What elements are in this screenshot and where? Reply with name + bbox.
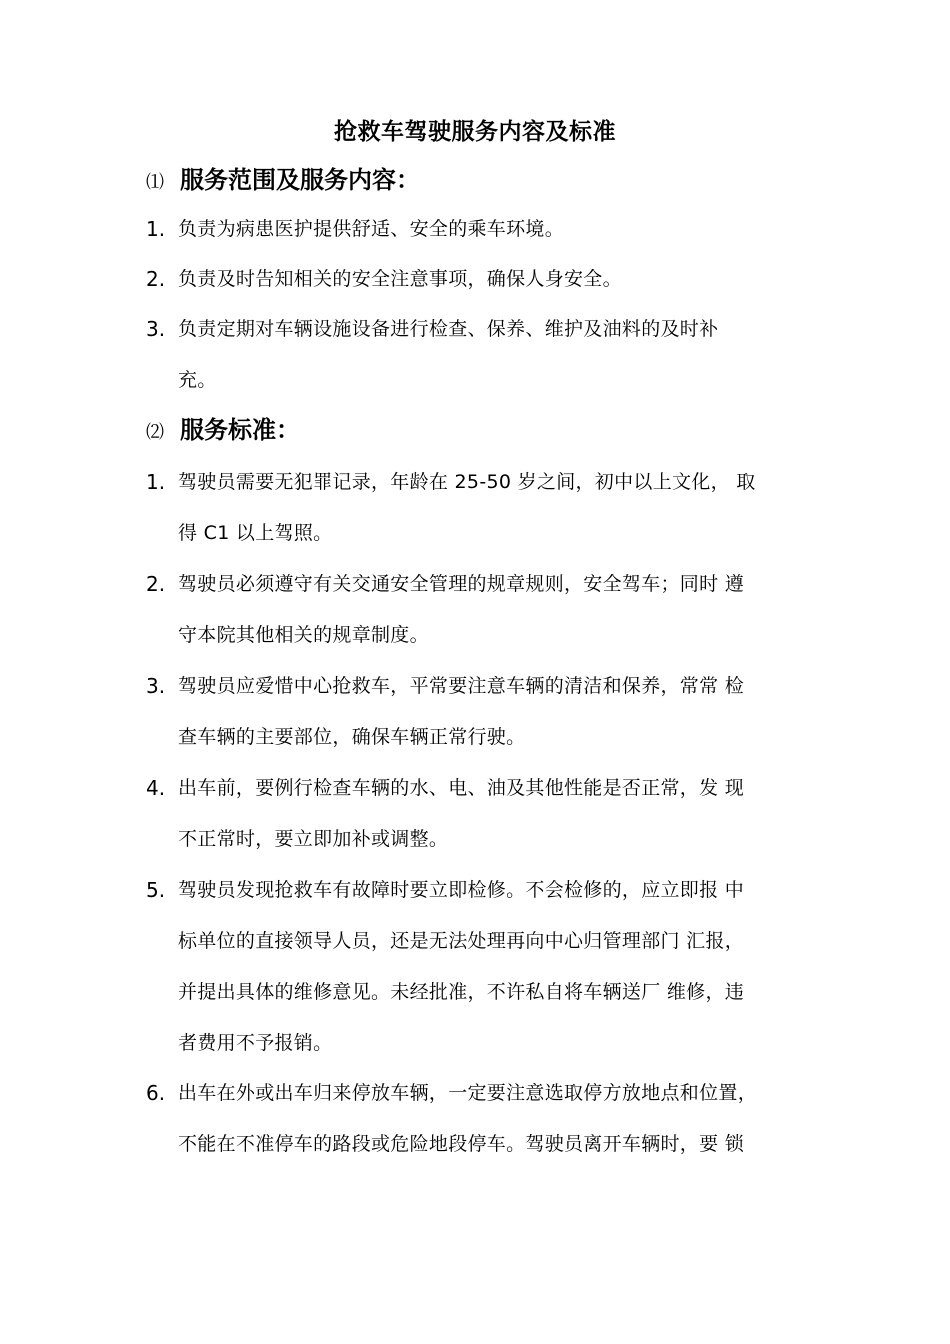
list-item-text: 驾驶员应爱惜中心抢救车，平常要注意车辆的清洁和保养，常常 检 [178,675,745,697]
section-marker: ⑵ [146,422,164,443]
list-item-text: 者费用不予报销。 [178,1032,333,1054]
list-item-number: 3. [146,317,166,341]
list-item-text: 得 C1 以上驾照。 [178,522,333,544]
list-item-text: 出车在外或出车归来停放车辆，一定要注意选取停方放地点和位置， [178,1082,758,1104]
list-item-number: 5. [146,878,166,902]
section-title: 服务标准： [180,416,300,444]
list-item-text: 并提出具体的维修意见。未经批准，不许私自将车辆送厂 维修，违 [178,981,745,1003]
list-item-number: 2. [146,267,166,291]
document-title: 抢救车驾驶服务内容及标准 [334,119,616,145]
list-item-text: 不正常时，要立即加补或调整。 [178,828,449,850]
list-item-text: 查车辆的主要部位，确保车辆正常行驶。 [178,726,526,748]
list-item-text: 出车前，要例行检查车辆的水、电、油及其他性能是否正常，发 现 [178,777,745,799]
section-heading-standards [146,412,300,451]
list-item-number: 4. [146,776,166,800]
list-item-text: 驾驶员必须遵守有关交通安全管理的规章规则，安全驾车；同时 遵 [178,573,745,595]
list-item-number: 6. [146,1081,166,1105]
list-item-text: 标单位的直接领导人员，还是无法处理再向中心归管理部门 汇报， [178,930,745,952]
list-item-text: 负责及时告知相关的安全注意事项，确保人身安全。 [178,268,622,290]
list-item-number: 2. [146,572,166,596]
list-item-number: 1. [146,217,166,241]
list-item-text: 守本院其他相关的规章制度。 [178,624,429,646]
list-item-text: 不能在不准停车的路段或危险地段停车。驾驶员离开车辆时，要 锁 [178,1133,745,1155]
list-item-text: 充。 [178,369,217,391]
section-heading-scope [146,162,420,201]
list-item-text: 负责为病患医护提供舒适、安全的乘车环境。 [178,218,565,240]
list-item-text: 负责定期对车辆设施设备进行检查、保养、维护及油料的及时补 [178,318,719,340]
list-item-number: 3. [146,674,166,698]
list-item-number: 1. [146,470,166,494]
section-title: 服务范围及服务内容： [180,166,420,194]
list-item-text: 驾驶员需要无犯罪记录，年龄在 25-50 岁之间，初中以上文化， 取 [178,471,756,493]
list-item-text: 驾驶员发现抢救车有故障时要立即检修。不会检修的，应立即报 中 [178,879,745,901]
section-marker: ⑴ [146,172,164,193]
